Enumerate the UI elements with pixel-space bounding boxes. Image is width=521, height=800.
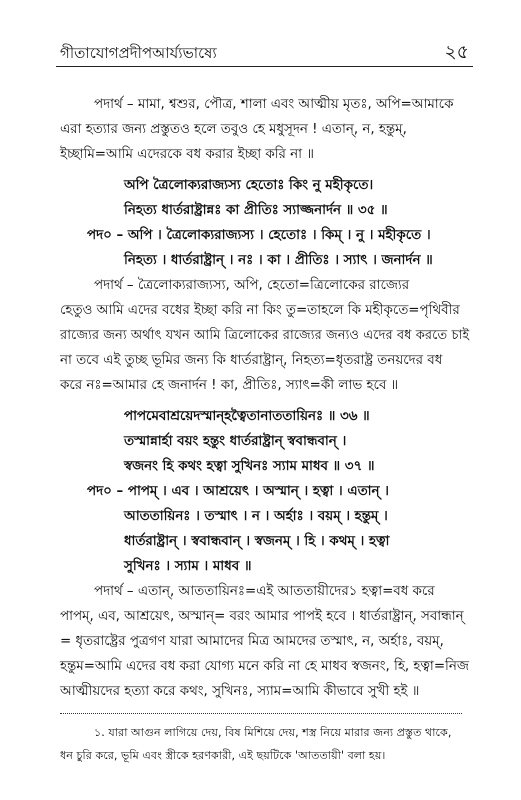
text-line: আত্মীয়দের হত্যা করে কথং, সুখিনঃ, স্যাম=আমি কীভাবে সুখী হই ॥	[60, 684, 420, 699]
text-line: করে নঃ=আমার হে জনার্দন ! কা, প্রীতিঃ, স্যাৎ=কী লাভ হবে ॥	[60, 378, 399, 393]
verse-line: পদ০ – পাপম্ । এব । আশ্রয়েৎ । অস্মান্ । হত্বা । এতান্ ।	[87, 484, 389, 499]
verse-line: আততায়িনঃ । তস্মাৎ । ন । অর্হাঃ । বয়ম্ । হন্তুম্ ।	[124, 509, 388, 524]
text-line: এরা হত্যার জন্য প্রস্তুতও হলে তবুও হে মধুসূদন ! এতান্, ন, হন্তুম্,	[60, 122, 407, 137]
footnote-line: ধন চুরি করে, ভূমি এবং স্ত্রীকে হরণকারী, এই ছয়টিকে 'আততায়ী' বলা হয়।	[60, 749, 386, 762]
text-line: পদার্থ – এতান্, আততায়িনঃ=এই আততায়ীদের১ হত্বা=বধ করে	[94, 584, 435, 599]
footnote-divider	[60, 713, 462, 714]
verse-line: তস্মান্নার্হা বয়ং হন্তুং ধার্তরাষ্ট্রান্ স্ববান্ধবান্ ।	[124, 434, 347, 449]
text-line: পাপম্, এব, আশ্রয়েৎ, অস্মান্= বরং আমার পাপই হবে । ধার্তরাষ্ট্রান্, সবান্ধান্	[60, 609, 464, 624]
verse-line: ধার্তরাষ্ট্রান্ । স্ববান্ধবান্ । স্বজনম্ । হি । কথম্ । হত্বা	[124, 534, 390, 549]
text-line: না তবে এই তুচ্ছ ভূমির জন্য কি ধার্তরাষ্ট্রান্, নিহত্য=ধৃতরাষ্ট্র তনয়দের বধ	[60, 353, 443, 368]
verse-line: পাপমেবাশ্রয়েদস্মান্হত্বৈতানাততায়িনঃ ॥ ৩৬ ॥	[124, 409, 370, 424]
verse-line: নিহত্য ধার্তরাষ্ট্রান্নঃ কা প্রীতিঃ স্যাজ্জনার্দন ॥ ৩৫ ॥	[124, 203, 388, 218]
page-header	[56, 36, 473, 67]
text-line: = ধৃতরাষ্ট্রের পুত্রগণ যারা আমাদের মিত্র আমদের তস্মাৎ, ন, অর্হাঃ, বয়ম্,	[60, 634, 444, 649]
header-title: গীতাযোগপ্রদীপআর্য্যভাষ্যে	[60, 44, 217, 62]
verse-line: পদ০ – অপি । ত্রৈলোক্যরাজ্যস্য । হেতোঃ । কিম্ । নু । মহীকৃতে ।	[87, 228, 431, 243]
footnote-line: ১. যারা আগুন লাগিয়ে দেয়, বিষ মিশিয়ে দেয়, শস্ত্র নিয়ে মারার জন্য প্রস্তুত থাকে,	[94, 726, 452, 739]
text-line: ইচ্ছামি=আমি এদেরকে বধ করার ইচ্ছা করি না ॥	[60, 147, 314, 162]
page-number: ২৫	[444, 41, 469, 63]
verse-line: স্বজনং হি কথং হত্বা সুখিনঃ স্যাম মাধব ॥ ৩৭ ॥	[124, 459, 375, 474]
text-line: হেতুও আমি এদের বধের ইচ্ছা করি না কিং তু=তাহলে কি মহীকৃতে=পৃথিবীর	[60, 303, 460, 318]
verse-line: সুখিনঃ । স্যাম । মাধব ॥	[124, 559, 252, 574]
verse-line: নিহত্য । ধার্তরাষ্ট্রান্ । নঃ । কা । প্রীতিঃ । স্যাৎ । জনার্দন ॥	[124, 253, 433, 268]
text-line: পদার্থ – মামা, শ্বশুর, পৌত্র, শালা এবং আত্মীয় মৃতঃ, অপি=আমাকে	[94, 97, 454, 112]
verse-line: অপি ত্রৈলোক্যরাজ্যস্য হেতোঃ কিং নু মহীকৃতে।	[124, 178, 374, 193]
text-line: রাজ্যের জন্য অর্থাৎ যখন আমি ত্রিলোকের রাজ্যের জন্যও এদের বধ করতে চাই	[60, 328, 470, 343]
text-line: পদার্থ – ত্রৈলোক্যরাজ্যস্য, অপি, হেতো=ত্রিলোকের রাজ্যের	[94, 278, 410, 293]
text-line: হন্তুম=আমি এদের বধ করা যোগ্য মনে করি না হে মাধব স্বজনং, হি, হত্বা=নিজ	[60, 659, 469, 674]
